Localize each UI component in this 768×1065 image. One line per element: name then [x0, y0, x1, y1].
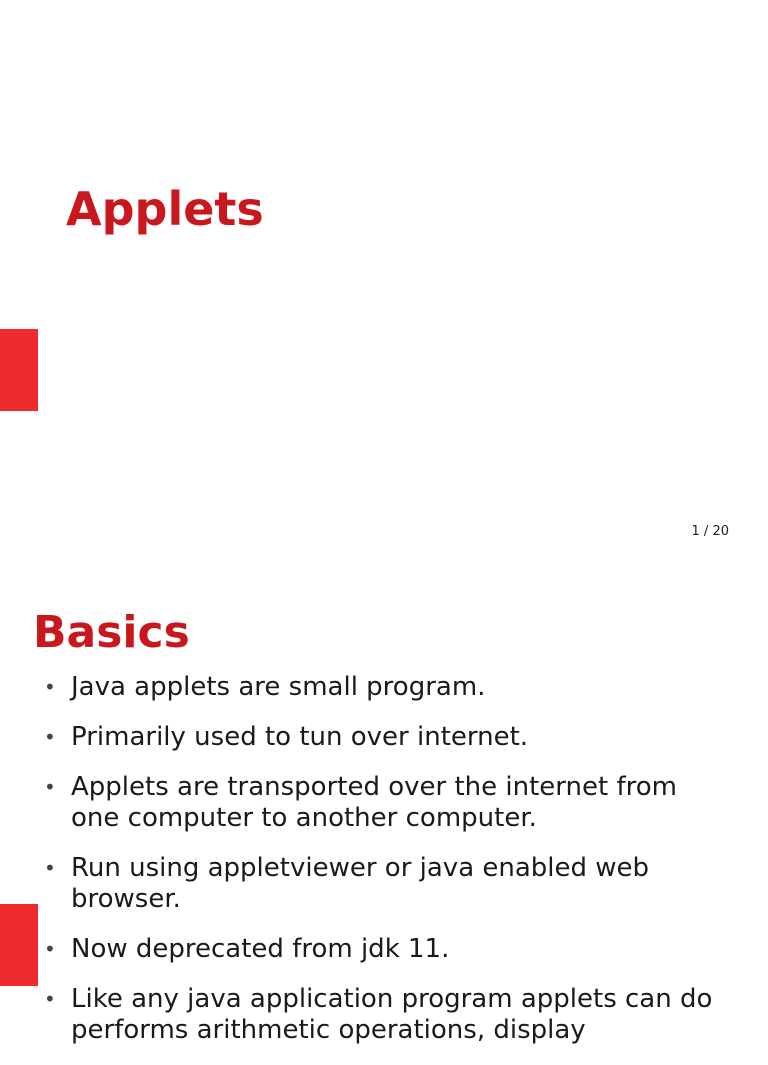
- bullet-item: [44, 722, 724, 753]
- accent-bar: [0, 904, 38, 986]
- bullet-marker: •: [44, 675, 56, 699]
- bullet-text: Run using appletviewer or java enabled web browser.: [71, 853, 650, 914]
- bullet-marker: •: [44, 725, 56, 749]
- bullet-marker: •: [44, 856, 56, 880]
- slide-title: Applets: [66, 182, 264, 236]
- page-number: 1 / 20: [691, 524, 729, 539]
- bullet-text: Java applets are small program.: [71, 672, 486, 702]
- bullet-list: [44, 672, 724, 1065]
- bullet-item: [44, 672, 724, 703]
- bullet-marker: •: [44, 987, 56, 1011]
- bullet-item: [44, 772, 724, 834]
- bullet-marker: •: [44, 937, 56, 961]
- bullet-text: Applets are transported over the internet from one computer to another computer.: [71, 772, 677, 833]
- bullet-item: [44, 934, 724, 965]
- accent-bar: [0, 329, 38, 411]
- bullet-text: Primarily used to tun over internet.: [71, 722, 529, 752]
- bullet-text: Now deprecated from jdk 11.: [71, 934, 450, 964]
- bullet-text: Like any java application program applets can do performs arithmetic operations, display: [71, 984, 713, 1045]
- bullet-item: [44, 984, 724, 1046]
- bullet-item: [44, 853, 724, 915]
- section-title: Basics: [33, 607, 190, 658]
- bullet-marker: •: [44, 775, 56, 799]
- content-slide: [0, 576, 768, 1045]
